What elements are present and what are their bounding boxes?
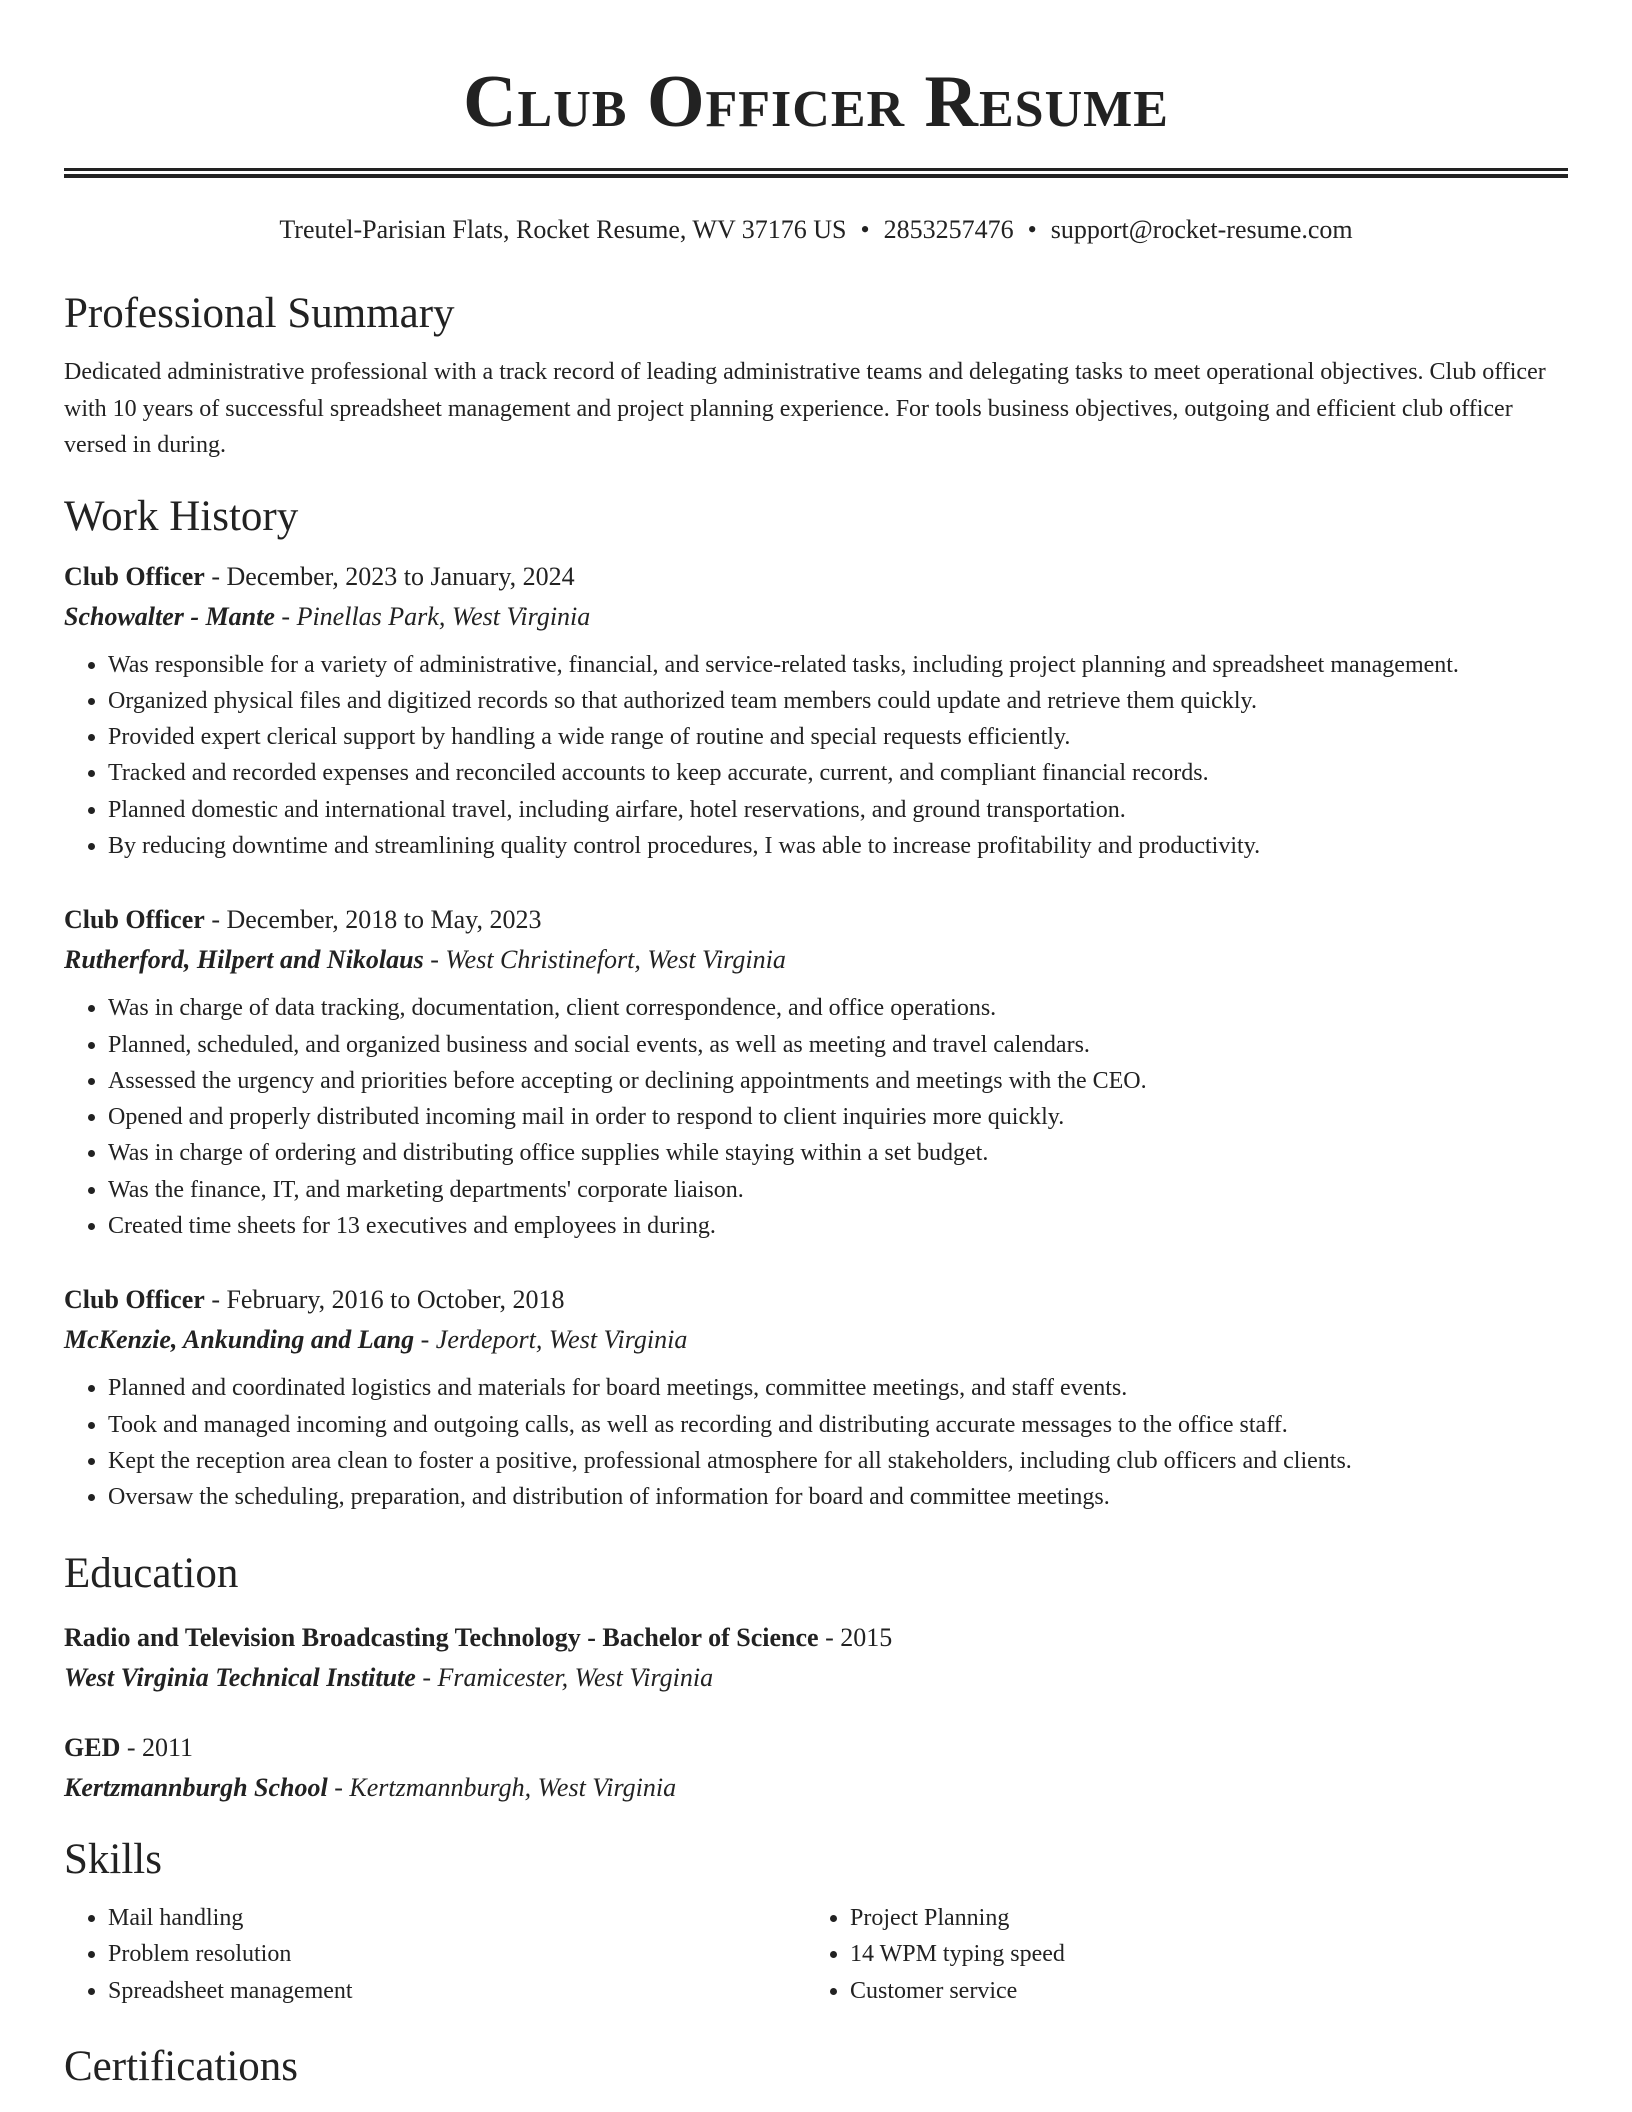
skill-item: • Project Planning bbox=[850, 1900, 1548, 1937]
job-dates: - February, 2016 to October, 2018 bbox=[204, 1285, 565, 1315]
skills-column-left bbox=[64, 1900, 806, 2010]
job-title: Club Officer bbox=[64, 905, 205, 935]
list-item: • Created time sheets for 13 executives and employees in during. bbox=[108, 1208, 1568, 1244]
education-degree-line bbox=[64, 1618, 1568, 1658]
contact-separator: • bbox=[1027, 215, 1037, 244]
skill-item: • Customer service bbox=[850, 1973, 1548, 2010]
job-company: McKenzie, Ankunding and Lang bbox=[64, 1325, 415, 1355]
job-company: Rutherford, Hilpert and Nikolaus bbox=[64, 945, 424, 975]
education-school-line bbox=[64, 1768, 1568, 1808]
job-title: Club Officer bbox=[64, 1285, 205, 1315]
education-entry bbox=[64, 1728, 1568, 1808]
list-item: • Organized physical files and digitized records so that authorized team members could update and retrieve them quickly. bbox=[108, 683, 1568, 719]
job-company: Schowalter - Mante bbox=[64, 601, 275, 631]
contact-email: support@rocket-resume.com bbox=[1050, 215, 1353, 244]
education-entry bbox=[64, 1618, 1568, 1698]
education-location: - Framicester, West Virginia bbox=[415, 1662, 714, 1692]
education-degree: Radio and Television Broadcasting Technology - Bachelor of Science bbox=[64, 1622, 819, 1652]
section-heading-skills: Skills bbox=[64, 1835, 162, 1883]
list-item: • Oversaw the scheduling, preparation, and distribution of information for board and committee meetings. bbox=[108, 1479, 1568, 1515]
list-item: • Took and managed incoming and outgoing calls, as well as recording and distributing accurate messages to the office staff. bbox=[108, 1407, 1568, 1443]
job-entry bbox=[64, 557, 1568, 865]
section-heading-summary: Professional Summary bbox=[64, 290, 455, 337]
resume-title: Club Officer Resume bbox=[463, 61, 1169, 143]
education-school: Kertzmannburgh School bbox=[64, 1772, 328, 1802]
contact-line bbox=[64, 212, 1568, 248]
list-item: • Planned and coordinated logistics and materials for board meetings, committee meetings, and staff events. bbox=[108, 1370, 1568, 1406]
section-heading-certifications: Certifications bbox=[64, 2043, 299, 2091]
list-item: • Planned domestic and international travel, including airfare, hotel reservations, and ground transportation. bbox=[108, 792, 1568, 828]
list-item: • Tracked and recorded expenses and reconciled accounts to keep accurate, current, and compliant financial records. bbox=[108, 755, 1568, 791]
education-school: West Virginia Technical Institute bbox=[64, 1662, 416, 1692]
job-company-line bbox=[64, 597, 1568, 637]
education-location: - Kertzmannburgh, West Virginia bbox=[327, 1772, 677, 1802]
job-bullets bbox=[64, 990, 1568, 1244]
skill-item: • Mail handling bbox=[108, 1900, 806, 1937]
education-school-line bbox=[64, 1658, 1568, 1698]
job-entry bbox=[64, 1280, 1568, 1515]
education-degree-line bbox=[64, 1728, 1568, 1768]
skill-item: • 14 WPM typing speed bbox=[850, 1936, 1548, 1973]
job-location: - Jerdeport, West Virginia bbox=[414, 1325, 688, 1355]
section-heading-education: Education bbox=[64, 1549, 239, 1597]
list-item: • Was in charge of ordering and distributing office supplies while staying within a set budget. bbox=[108, 1135, 1568, 1171]
education-degree: GED bbox=[64, 1732, 121, 1762]
list-item: • Was in charge of data tracking, documentation, client correspondence, and office operations. bbox=[108, 990, 1568, 1026]
job-bullets bbox=[64, 1370, 1568, 1515]
list-item: • Provided expert clerical support by handling a wide range of routine and special requests efficiently. bbox=[108, 719, 1568, 755]
job-title-line bbox=[64, 557, 1568, 597]
list-item: • Opened and properly distributed incoming mail in order to respond to client inquiries more quickly. bbox=[108, 1099, 1568, 1135]
skills-grid bbox=[64, 1900, 1568, 2010]
title-double-rule bbox=[64, 168, 1568, 178]
job-location: - Pinellas Park, West Virginia bbox=[274, 601, 591, 631]
list-item: • Assessed the urgency and priorities before accepting or declining appointments and meetings with the CEO. bbox=[108, 1063, 1568, 1099]
skill-item: • Spreadsheet management bbox=[108, 1973, 806, 2010]
contact-separator: • bbox=[860, 215, 870, 244]
job-company-line bbox=[64, 940, 1568, 980]
job-dates: - December, 2018 to May, 2023 bbox=[204, 905, 542, 935]
job-title-line bbox=[64, 900, 1568, 940]
list-item: • Planned, scheduled, and organized business and social events, as well as meeting and travel calendars. bbox=[108, 1027, 1568, 1063]
job-entry bbox=[64, 900, 1568, 1244]
job-bullets bbox=[64, 647, 1568, 865]
list-item: • By reducing downtime and streamlining quality control procedures, I was able to increase profitability and productivity. bbox=[108, 828, 1568, 864]
job-company-line bbox=[64, 1320, 1568, 1360]
job-title-line bbox=[64, 1280, 1568, 1320]
list-item: • Was responsible for a variety of administrative, financial, and service-related tasks, including project planning and spreadsheet management. bbox=[108, 647, 1568, 683]
contact-phone: 2853257476 bbox=[883, 215, 1014, 244]
skill-item: • Problem resolution bbox=[108, 1936, 806, 1973]
education-year: - 2015 bbox=[818, 1622, 893, 1652]
contact-address: Treutel-Parisian Flats, Rocket Resume, WV 37176 US bbox=[279, 215, 847, 244]
job-location: - West Christinefort, West Virginia bbox=[423, 945, 786, 975]
section-heading-work-history: Work History bbox=[64, 492, 299, 540]
education-year: - 2011 bbox=[120, 1732, 194, 1762]
skills-column-right bbox=[806, 1900, 1548, 2010]
list-item: • Was the finance, IT, and marketing departments' corporate liaison. bbox=[108, 1172, 1568, 1208]
list-item: • Kept the reception area clean to foster a positive, professional atmosphere for all stakeholders, including club officers and clients. bbox=[108, 1443, 1568, 1479]
job-dates: - December, 2023 to January, 2024 bbox=[204, 561, 575, 591]
job-title: Club Officer bbox=[64, 561, 205, 591]
summary-text: Dedicated administrative professional with a track record of leading administrative teams and delegating tasks to meet operational objectives. Club officer with 10 years of successful spreadsheet management and project planning experience. For tools business objectives, outgoing and efficient club officer versed in during. bbox=[64, 359, 1546, 458]
